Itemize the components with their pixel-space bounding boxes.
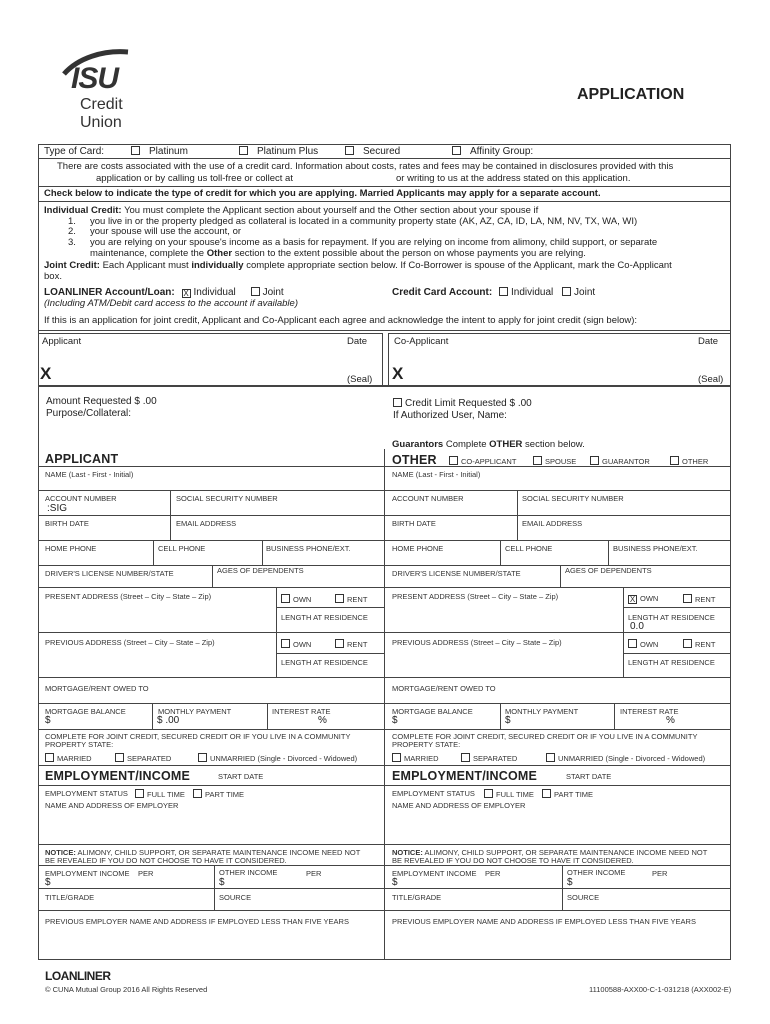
- other-name-label: NAME (Last - First - Initial): [392, 470, 481, 479]
- other-other-per-label: PER: [652, 869, 668, 878]
- other-employment-income-value[interactable]: $: [392, 877, 398, 888]
- applicant-part-time-checkbox[interactable]: PART TIME: [193, 789, 244, 799]
- applicant-cell-phone-label: CELL PHONE: [158, 544, 206, 553]
- applicant-separated-checkbox[interactable]: SEPARATED: [115, 753, 171, 763]
- applicant-notice-line-1: NOTICE: ALIMONY, CHILD SUPPORT, OR SEPARATE MAINTENANCE INCOME NEED NOT: [45, 848, 361, 857]
- applicant-unmarried-checkbox[interactable]: UNMARRIED (Single - Divorced - Widowed): [198, 753, 357, 763]
- applicant-mortgage-balance-value[interactable]: $: [45, 715, 51, 726]
- loanliner-joint-checkbox[interactable]: Joint: [251, 287, 284, 298]
- other-previous-address-label: PREVIOUS ADDRESS (Street – City – State – Zip): [392, 638, 562, 647]
- disclosure-line-1: There are costs associated with the use of a credit card. Information about costs, rates and fees may be contained in disclosures provided with this: [57, 161, 674, 172]
- other-monthly-payment-value[interactable]: $: [505, 715, 511, 726]
- applicant-account-number-value[interactable]: :SIG: [47, 503, 68, 514]
- other-other-checkbox[interactable]: OTHER: [670, 456, 708, 466]
- co-applicant-sig-label: Co-Applicant: [394, 336, 449, 347]
- applicant-monthly-payment-label: MONTHLY PAYMENT: [158, 707, 232, 716]
- applicant-previous-rent-checkbox[interactable]: RENT: [335, 639, 367, 649]
- other-interest-rate-label: INTEREST RATE: [620, 707, 679, 716]
- card-option-platinum-plus[interactable]: Platinum Plus: [239, 146, 318, 157]
- loanliner-individual-checkbox[interactable]: X Individual: [183, 287, 236, 298]
- type-of-card-label: Type of Card:: [44, 146, 105, 157]
- applicant-ssn-label: SOCIAL SECURITY NUMBER: [176, 494, 278, 503]
- credit-card-individual-checkbox[interactable]: Individual: [499, 287, 553, 298]
- other-previous-length-label: LENGTH AT RESIDENCE: [628, 658, 715, 667]
- guarantors-note: Guarantors Complete OTHER section below.: [392, 439, 585, 450]
- other-part-time-checkbox[interactable]: PART TIME: [542, 789, 593, 799]
- loanliner-logo: LOANLINER: [45, 969, 111, 983]
- other-mortgage-balance-label: MORTGAGE BALANCE: [392, 707, 473, 716]
- other-present-address-label: PRESENT ADDRESS (Street – City – State – Zip): [392, 592, 559, 601]
- other-present-length-value[interactable]: 0.0: [630, 621, 644, 632]
- other-community-line-2: PROPERTY STATE:: [392, 740, 461, 749]
- credit-limit-requested[interactable]: Credit Limit Requested $ .00: [393, 398, 532, 409]
- card-option-affinity[interactable]: Affinity Group:: [452, 146, 533, 157]
- credit-card-joint-checkbox[interactable]: Joint: [562, 287, 595, 298]
- other-married-checkbox[interactable]: MARRIED: [392, 753, 439, 763]
- logo-credit: Credit: [80, 96, 123, 113]
- applicant-sig-x: X: [40, 364, 52, 383]
- other-separated-checkbox[interactable]: SEPARATED: [461, 753, 517, 763]
- co-applicant-date-label: Date: [698, 336, 719, 347]
- applicant-present-address-label: PRESENT ADDRESS (Street – City – State – Zip): [45, 592, 212, 601]
- applicant-ages-label: AGES OF DEPENDENTS: [217, 566, 304, 575]
- card-option-platinum[interactable]: Platinum: [131, 146, 188, 157]
- applicant-interest-rate-label: INTEREST RATE: [272, 707, 331, 716]
- applicant-other-per-label: PER: [306, 869, 322, 878]
- authorized-user[interactable]: If Authorized User, Name:: [393, 410, 507, 421]
- other-monthly-payment-label: MONTHLY PAYMENT: [505, 707, 579, 716]
- other-source-label: SOURCE: [567, 893, 600, 902]
- applicant-name-label: NAME (Last - First - Initial): [45, 470, 134, 479]
- applicant-present-length-label: LENGTH AT RESIDENCE: [281, 613, 368, 622]
- applicant-other-income-value[interactable]: $: [219, 877, 225, 888]
- applicant-community-line-1: COMPLETE FOR JOINT CREDIT, SECURED CREDIT OR IF YOU LIVE IN A COMMUNITY: [45, 732, 351, 741]
- applicant-heading: APPLICANT: [45, 452, 119, 466]
- individual-credit-paragraph: Individual Credit: You must complete the Applicant section about yourself and the Other section about your spouse if: [44, 205, 539, 216]
- amount-requested[interactable]: Amount Requested $ .00: [46, 396, 157, 407]
- other-employment-heading: EMPLOYMENT/INCOME: [392, 769, 538, 783]
- applicant-employment-status-label: EMPLOYMENT STATUS: [45, 789, 128, 798]
- credit-card-account-row: Credit Card Account: Individual Joint: [392, 287, 596, 298]
- other-start-date-label: START DATE: [566, 772, 612, 781]
- individual-credit-item-2: 2. your spouse will use the account, or: [68, 226, 242, 237]
- other-notice-line-2: BE REVEALED IF YOU DO NOT CHOOSE TO HAVE IT CONSIDERED.: [392, 856, 634, 865]
- other-present-rent-checkbox[interactable]: RENT: [683, 594, 715, 604]
- other-present-length-label: LENGTH AT RESIDENCE: [628, 613, 715, 622]
- logo-union: Union: [80, 114, 122, 131]
- applicant-birth-date-label: BIRTH DATE: [45, 519, 89, 528]
- applicant-account-number-label: ACCOUNT NUMBER: [45, 494, 117, 503]
- other-other-income-label: OTHER INCOME: [567, 868, 626, 877]
- applicant-other-income-label: OTHER INCOME: [219, 868, 278, 877]
- applicant-home-phone-label: HOME PHONE: [45, 544, 97, 553]
- applicant-previous-employer-label: PREVIOUS EMPLOYER NAME AND ADDRESS IF EMPLOYED LESS THAN FIVE YEARS: [45, 917, 349, 926]
- individual-credit-item-3: 3. you are relying on your spouse's income as a basis for repayment. If you are relying on income from alimony, child support, or separate: [68, 237, 658, 248]
- other-ages-label: AGES OF DEPENDENTS: [565, 566, 652, 575]
- applicant-sig-label: Applicant: [42, 336, 82, 347]
- applicant-previous-own-checkbox[interactable]: OWN: [281, 639, 311, 649]
- other-previous-own-checkbox[interactable]: OWN: [628, 639, 658, 649]
- other-community-line-1: COMPLETE FOR JOINT CREDIT, SECURED CREDIT OR IF YOU LIVE IN A COMMUNITY: [392, 732, 698, 741]
- logo: [58, 48, 138, 136]
- other-employment-income-label: EMPLOYMENT INCOME: [392, 869, 477, 878]
- applicant-email-label: EMAIL ADDRESS: [176, 519, 237, 528]
- applicant-employment-income-label: EMPLOYMENT INCOME: [45, 869, 130, 878]
- applicant-mortgage-owed-label: MORTGAGE/RENT OWED TO: [45, 684, 149, 693]
- other-business-phone-label: BUSINESS PHONE/EXT.: [613, 544, 698, 553]
- applicant-title-label: TITLE/GRADE: [45, 893, 95, 902]
- other-cell-phone-label: CELL PHONE: [505, 544, 553, 553]
- purpose-collateral[interactable]: Purpose/Collateral:: [46, 408, 132, 419]
- form-number: 11100588-AXX00-C-1-031218 (AXX002-E): [589, 985, 732, 994]
- other-title-label: TITLE/GRADE: [392, 893, 442, 902]
- other-employer-label: NAME AND ADDRESS OF EMPLOYER: [392, 801, 526, 810]
- other-interest-rate-value[interactable]: %: [666, 715, 675, 726]
- applicant-dl-label: DRIVER'S LICENSE NUMBER/STATE: [45, 569, 174, 578]
- applicant-interest-rate-value[interactable]: %: [318, 715, 327, 726]
- other-birth-date-label: BIRTH DATE: [392, 519, 436, 528]
- applicant-previous-address-label: PREVIOUS ADDRESS (Street – City – State – Zip): [45, 638, 215, 647]
- applicant-employment-heading: EMPLOYMENT/INCOME: [45, 769, 191, 783]
- other-employment-status-label: EMPLOYMENT STATUS: [392, 789, 475, 798]
- individual-credit-item-3-cont: maintenance, complete the Other section to the extent possible about the person on whose payments you are relying.: [90, 248, 586, 259]
- applicant-mortgage-balance-label: MORTGAGE BALANCE: [45, 707, 126, 716]
- applicant-employment-income-value[interactable]: $: [45, 877, 51, 888]
- loanliner-account-row: LOANLINER Account/Loan: X Individual Joint: [44, 287, 284, 298]
- co-applicant-seal: (Seal): [698, 374, 724, 385]
- other-other-income-value[interactable]: $: [567, 877, 573, 888]
- applicant-source-label: SOURCE: [219, 893, 252, 902]
- other-full-time-checkbox[interactable]: FULL TIME: [484, 789, 534, 799]
- other-dl-label: DRIVER'S LICENSE NUMBER/STATE: [392, 569, 521, 578]
- disclosure-line-2b: or writing to us at the address stated on this application.: [396, 173, 631, 184]
- other-ssn-label: SOCIAL SECURITY NUMBER: [522, 494, 624, 503]
- applicant-notice-line-2: BE REVEALED IF YOU DO NOT CHOOSE TO HAVE IT CONSIDERED.: [45, 856, 287, 865]
- other-heading: OTHER: [392, 453, 437, 467]
- applicant-seal: (Seal): [347, 374, 373, 385]
- joint-statement: If this is an application for joint credit, Applicant and Co-Applicant each agree and acknowledge the intent to apply for joint credit (sign below):: [44, 315, 638, 326]
- applicant-married-checkbox[interactable]: MARRIED: [45, 753, 92, 763]
- co-applicant-sig-x: X: [392, 364, 404, 383]
- other-mortgage-balance-value[interactable]: $: [392, 715, 398, 726]
- applicant-business-phone-label: BUSINESS PHONE/EXT.: [266, 544, 351, 553]
- other-present-own-checkbox[interactable]: X OWN: [629, 594, 659, 604]
- applicant-monthly-payment-value[interactable]: $ .00: [157, 715, 180, 726]
- other-notice-line-1: NOTICE: ALIMONY, CHILD SUPPORT, OR SEPARATE MAINTENANCE INCOME NEED NOT: [392, 848, 708, 857]
- applicant-signature-box[interactable]: [38, 333, 383, 386]
- other-email-label: EMAIL ADDRESS: [522, 519, 583, 528]
- other-spouse-checkbox[interactable]: SPOUSE: [533, 456, 576, 466]
- applicant-per-label: PER: [138, 869, 154, 878]
- applicant-employer-label: NAME AND ADDRESS OF EMPLOYER: [45, 801, 179, 810]
- applicant-date-label: Date: [347, 336, 368, 347]
- loanliner-note: (Including ATM/Debit card access to the account if available): [44, 298, 298, 309]
- other-home-phone-label: HOME PHONE: [392, 544, 444, 553]
- disclosure-line-2a: application or by calling us toll-free or collect at: [96, 173, 293, 184]
- applicant-present-own-checkbox[interactable]: OWN: [281, 594, 311, 604]
- other-unmarried-checkbox[interactable]: UNMARRIED (Single - Divorced - Widowed): [546, 753, 705, 763]
- applicant-present-rent-checkbox[interactable]: RENT: [335, 594, 367, 604]
- other-previous-employer-label: PREVIOUS EMPLOYER NAME AND ADDRESS IF EMPLOYED LESS THAN FIVE YEARS: [392, 917, 696, 926]
- other-account-number-label: ACCOUNT NUMBER: [392, 494, 464, 503]
- applicant-full-time-checkbox[interactable]: FULL TIME: [135, 789, 185, 799]
- card-option-secured[interactable]: Secured: [345, 146, 400, 157]
- logo-mark: ISU: [71, 62, 119, 95]
- applicant-community-line-2: PROPERTY STATE:: [45, 740, 114, 749]
- joint-credit-paragraph: Joint Credit: Each Applicant must individually complete appropriate section below. If Co-Borrower is spouse of the Applicant, mark the Co-Applicant: [44, 260, 672, 271]
- check-below-instruction: Check below to indicate the type of credit for which you are applying. Married Applicants may apply for a separate account.: [44, 188, 601, 199]
- other-per-label: PER: [485, 869, 501, 878]
- applicant-previous-length-label: LENGTH AT RESIDENCE: [281, 658, 368, 667]
- applicant-start-date-label: START DATE: [218, 772, 264, 781]
- other-co-applicant-checkbox[interactable]: CO-APPLICANT: [449, 456, 516, 466]
- other-previous-rent-checkbox[interactable]: RENT: [683, 639, 715, 649]
- copyright: © CUNA Mutual Group 2016 All Rights Reserved: [45, 985, 208, 994]
- individual-credit-item-1: 1. you live in or the property pledged as collateral is located in a community property state (AK, AZ, CA, ID, LA, NM, NV, TX, WA, WI): [68, 216, 638, 227]
- other-mortgage-owed-label: MORTGAGE/RENT OWED TO: [392, 684, 496, 693]
- document-title: APPLICATION: [577, 86, 685, 103]
- joint-credit-box-word: box.: [44, 271, 62, 282]
- other-guarantor-checkbox[interactable]: GUARANTOR: [590, 456, 650, 466]
